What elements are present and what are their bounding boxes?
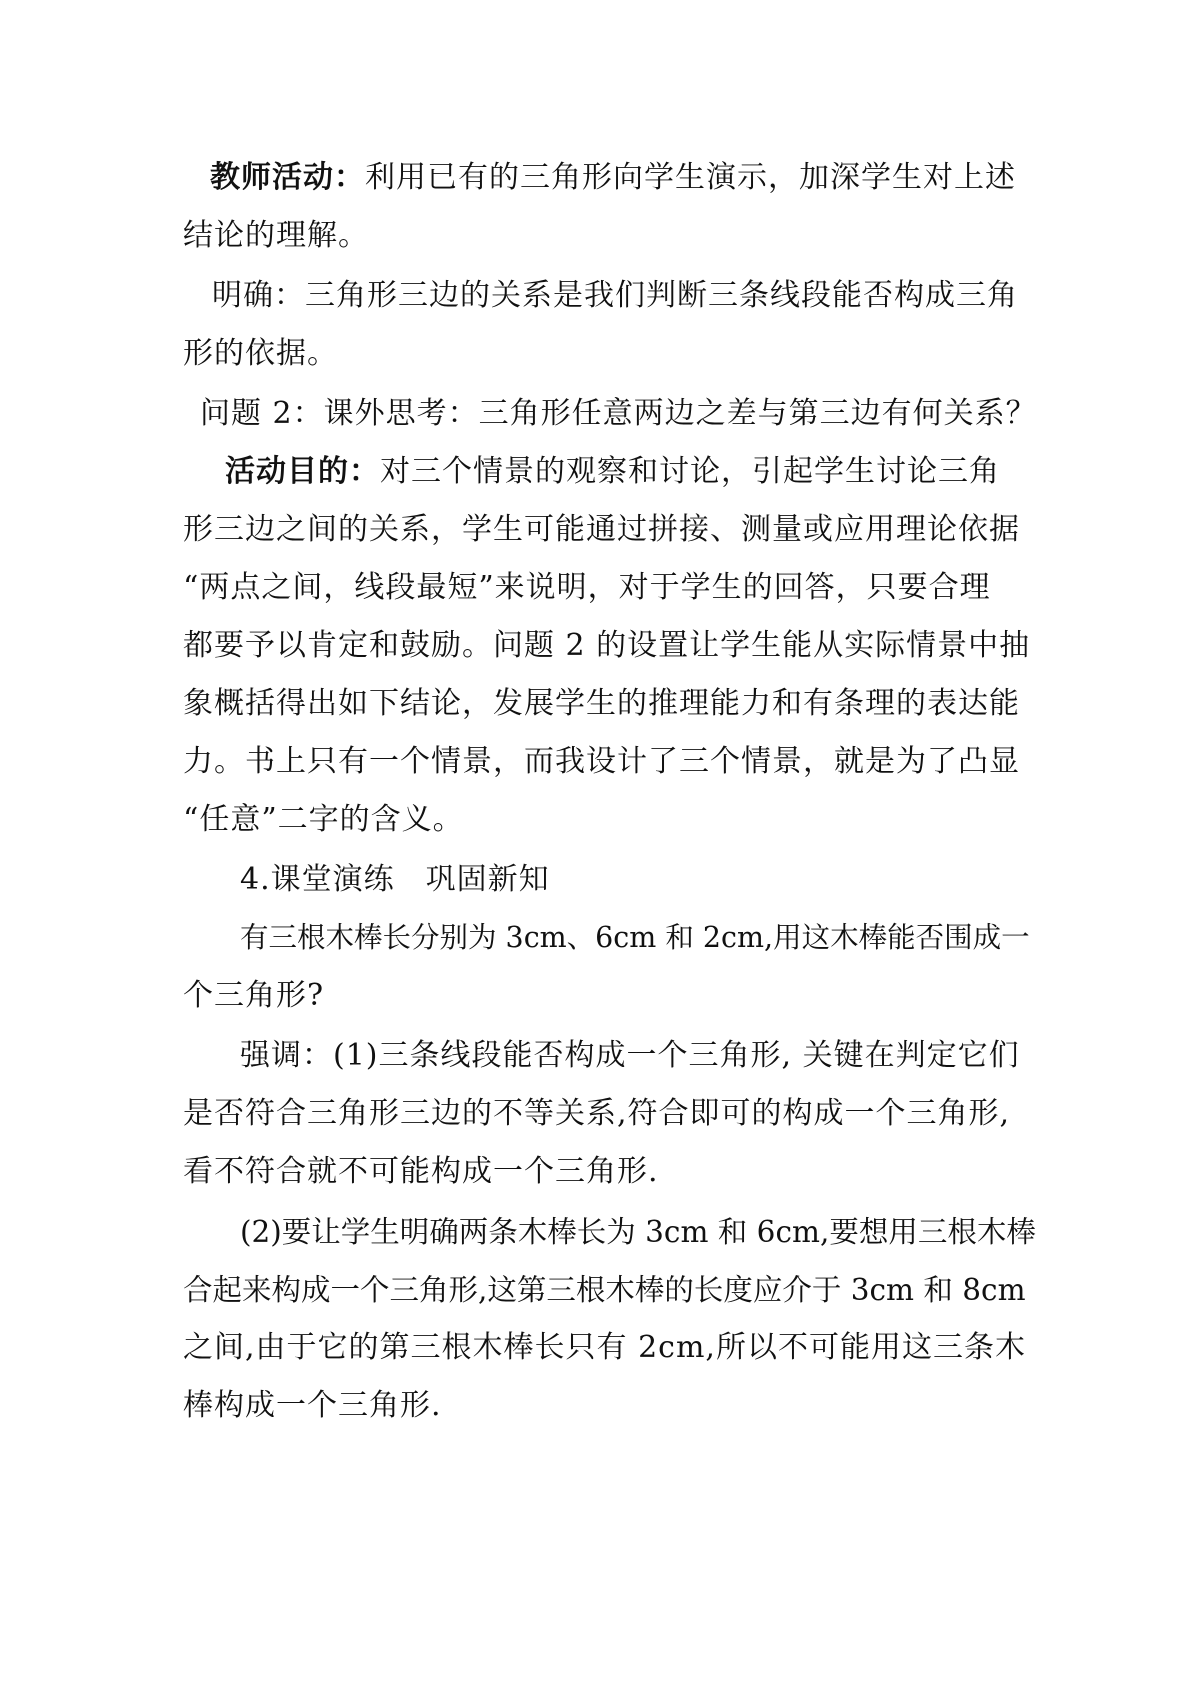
emphasis-1-line-3: 看不符合就不可能构成一个三角形.: [183, 1154, 659, 1189]
activity-purpose-line-7: “任意”二字的含义。: [183, 802, 464, 837]
emphasis-2-line-4: 棒构成一个三角形.: [183, 1388, 442, 1423]
activity-purpose-line-3: “两点之间，线段最短”来说明，对于学生的回答，只要合理: [183, 570, 991, 605]
emphasis-2-line-3: 之间,由于它的第三根木棒长只有 2cm,所以不可能用这三条木: [183, 1330, 1026, 1365]
emphasis-2-line-2: 合起来构成一个三角形,这第三根木棒的长度应介于 3cm 和 8cm: [183, 1273, 1026, 1307]
activity-purpose-text: 对三个情景的观察和讨论，引起学生讨论三角: [380, 454, 1000, 489]
activity-purpose-line-5: 象概括得出如下结论，发展学生的推理能力和有条理的表达能: [183, 686, 1020, 721]
emphasis-2-line-1: (2)要让学生明确两条木棒长为 3cm 和 6cm,要想用三根木棒: [240, 1215, 1036, 1249]
teacher-activity-text: 利用已有的三角形向学生演示，加深学生对上述: [365, 160, 1016, 195]
question-2-line: 问题 2：课外思考：三角形任意两边之差与第三边有何关系？: [200, 396, 1037, 431]
exercise-line-2: 个三角形?: [183, 978, 325, 1013]
teacher-activity-label: 教师活动：: [210, 160, 365, 195]
clarify-line-2: 形的依据。: [183, 336, 338, 371]
clarify-line-1: 明确：三角形三边的关系是我们判断三条线段能否构成三角: [212, 278, 1018, 313]
teacher-activity-line-2: 结论的理解。: [183, 218, 369, 253]
activity-purpose-line-4: 都要予以肯定和鼓励。问题 2 的设置让学生能从实际情景中抽: [183, 628, 1031, 663]
emphasis-1-line-2: 是否符合三角形三边的不等关系,符合即可的构成一个三角形,: [183, 1096, 1011, 1131]
exercise-line-1: 有三根木棒长分别为 3cm、6cm 和 2cm,用这木棒能否围成一: [240, 921, 1030, 954]
activity-purpose-line-6: 力。书上只有一个情景，而我设计了三个情景，就是为了凸显: [183, 744, 1020, 779]
activity-purpose-line-2: 形三边之间的关系，学生可能通过拼接、测量或应用理论依据: [183, 512, 1020, 547]
teacher-activity-line-1: [210, 158, 1016, 198]
emphasis-1-line-1: 强调：(1)三条线段能否构成一个三角形, 关键在判定它们: [240, 1038, 1020, 1073]
activity-purpose-label: 活动目的：: [225, 454, 380, 489]
activity-purpose-line-1: [225, 452, 1000, 492]
section-4-heading: 4.课堂演练 巩固新知: [240, 862, 550, 897]
